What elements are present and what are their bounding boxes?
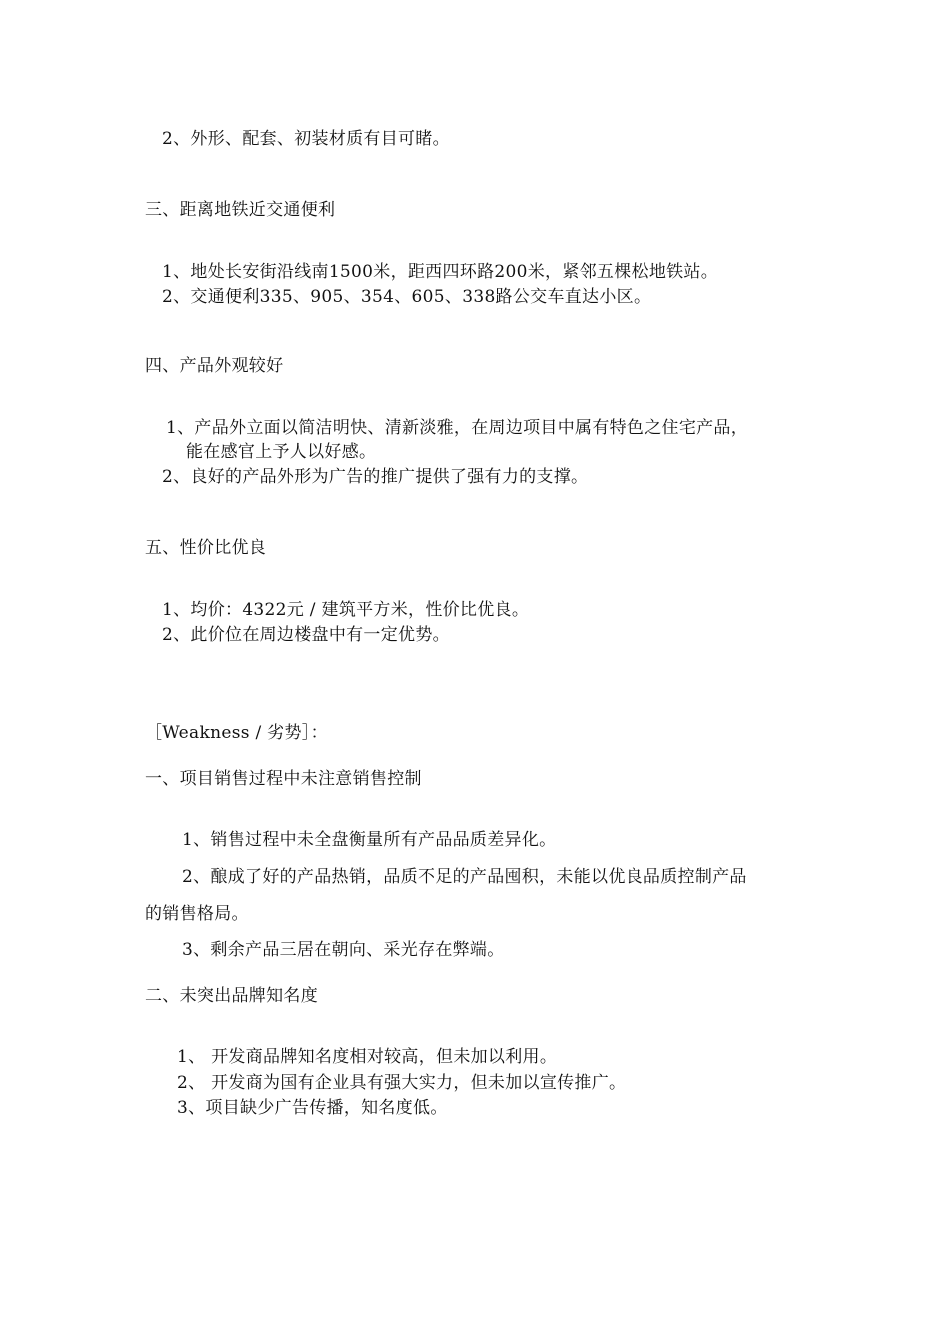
section-heading-sales-control: 一、项目销售过程中未注意销售控制 (145, 769, 422, 789)
section-heading-brand: 二、未突出品牌知名度 (145, 986, 318, 1006)
list-item-continuation: 能在感官上予人以好感。 (186, 442, 377, 462)
section-heading-appearance: 四、产品外观较好 (145, 356, 284, 376)
list-item: 3、剩余产品三居在朝向、采光存在弊端。 (182, 940, 505, 960)
list-item: 2、交通便利335、905、354、605、338路公交车直达小区。 (162, 287, 652, 307)
list-item: 3、项目缺少广告传播，知名度低。 (177, 1098, 448, 1118)
list-item: 2、良好的产品外形为广告的推广提供了强有力的支撑。 (162, 467, 589, 487)
list-item: 1、销售过程中未全盘衡量所有产品品质差异化。 (182, 830, 557, 850)
weakness-title: ［Weakness / 劣势］： (145, 723, 328, 743)
list-item: 1、 开发商品牌知名度相对较高，但未加以利用。 (177, 1047, 558, 1067)
list-item: 1、均价：4322元 / 建筑平方米，性价比优良。 (162, 600, 530, 620)
list-item: 2、外形、配套、初装材质有目可睹。 (162, 129, 450, 149)
list-item: 2、 开发商为国有企业具有强大实力，但未加以宣传推广。 (177, 1073, 627, 1093)
list-item: 2、此价位在周边楼盘中有一定优势。 (162, 625, 450, 645)
section-heading-transport: 三、距离地铁近交通便利 (145, 200, 336, 220)
list-item-continuation: 的销售格局。 (145, 904, 249, 924)
list-item: 2、酿成了好的产品热销，品质不足的产品囤积，未能以优良品质控制产品 (182, 867, 747, 887)
list-item: 1、地处长安街沿线南1500米，距西四环路200米，紧邻五棵松地铁站。 (162, 262, 719, 282)
section-heading-value: 五、性价比优良 (145, 538, 267, 558)
list-item: 1、产品外立面以简洁明快、清新淡雅，在周边项目中属有特色之住宅产品， (166, 418, 749, 438)
